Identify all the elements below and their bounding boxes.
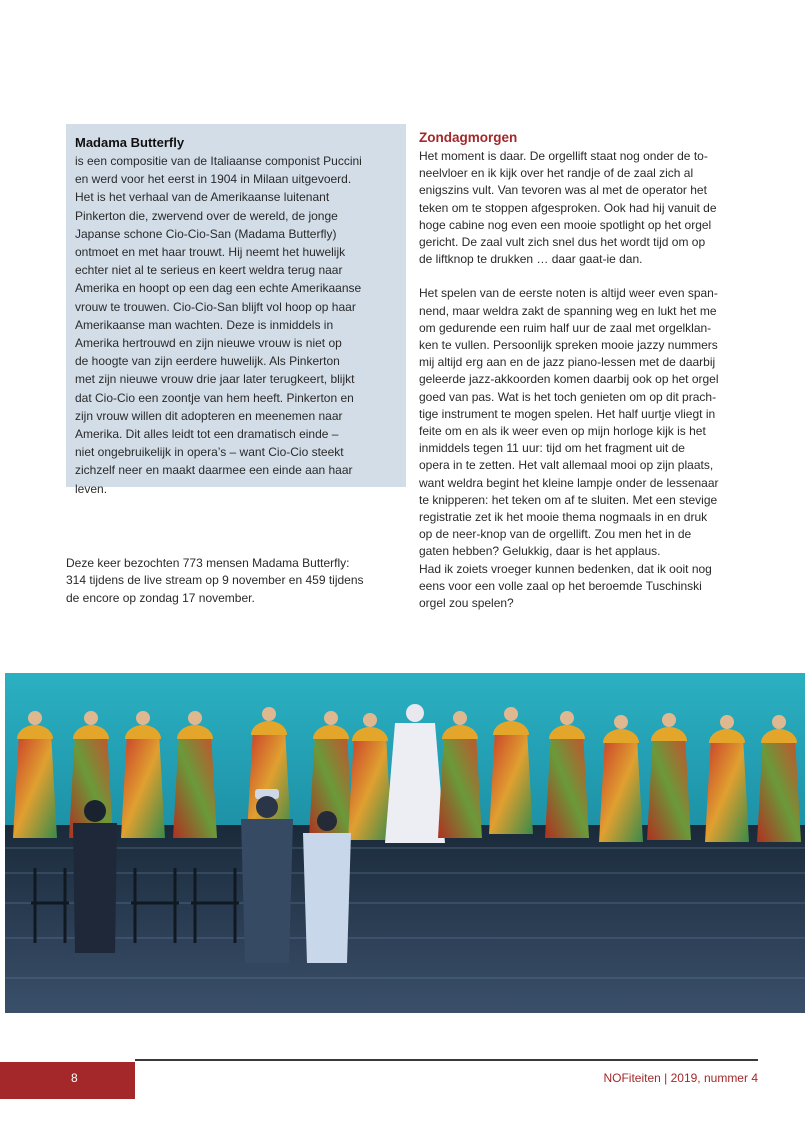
text-line: ken te vullen. Persoonlijk spreken mooie jazzy nummers [419, 338, 718, 353]
text-line: goed van pas. Wat is het toch genieten om op dit prach- [419, 389, 717, 404]
stage-illustration [5, 673, 805, 1013]
visitor-count-note [66, 555, 396, 607]
sidebar-line: zichzelf neer en maakt daarmee een einde aan haar [75, 463, 353, 478]
sidebar-line: en werd voor het eerst in 1904 in Milaan uitgevoerd. [75, 172, 352, 187]
stage-floor [5, 825, 805, 1013]
visitor-line: 314 tijdens de live stream op 9 november en 459 tijdens [66, 573, 364, 588]
text-line: eens voor een volle zaal op het beroemde Tuschinski [419, 578, 702, 593]
footer-accent-block [0, 1062, 135, 1099]
text-line: op de neer-knop van de orgellift. Zou men het in de [419, 527, 692, 542]
text-line: want weldra begint het kleine lampje onder de lessenaar [419, 475, 719, 490]
text-line: orgel zou spelen? [419, 596, 514, 611]
text-line: teken om te stoppen afgesproken. Ook had hij vanuit de [419, 200, 717, 215]
text-line: om gedurende een ruim half uur de zaal met orgelklan- [419, 320, 712, 335]
text-line: geleerde jazz-akkoorden komen daarbij ook op het orgel [419, 372, 719, 387]
visitor-line: Deze keer bezochten 773 mensen Madama Butterfly: [66, 556, 350, 570]
sidebar-line: ontmoet en met haar trouwt. Hij neemt het huwelijk [75, 245, 346, 260]
sidebar-line: zijn vrouw willen dit adopteren en meenemen naar [75, 408, 343, 423]
sidebar-line: dat Cio-Cio een zoontje van hem heeft. Pinkerton en [75, 390, 354, 405]
sidebar-line: Amerika. Dit alles leidt tot een dramatisch einde – [75, 427, 339, 442]
text-line: enigszins vult. Van tevoren was al met de operator het [419, 183, 707, 198]
sidebar-line: is een compositie van de Italiaanse componist Puccini [75, 154, 362, 168]
sidebar-line: Japanse schone Cio-Cio-San (Madama Butterfly) [75, 226, 337, 241]
sidebar-line: Amerika en hoopt op een dag een echte Amerikaanse [75, 281, 362, 296]
article-column [419, 130, 757, 612]
visitor-line: de encore op zondag 17 november. [66, 590, 255, 605]
text-line: tige instrument te mogen spelen. Het half uurtje vliegt in [419, 406, 716, 421]
sidebar-text [75, 152, 398, 498]
text-line: gaten hebben? Gelukkig, daar is het applaus. [419, 544, 661, 559]
sidebar-line: met zijn nieuwe vrouw drie jaar later terugkeert, blijkt [75, 372, 355, 387]
text-line: Had ik zoiets vroeger kunnen bedenken, dat ik ooit nog [419, 561, 712, 576]
text-line: inmiddels tegen 11 uur: tijd om het fragment uit de [419, 441, 685, 456]
sidebar-line: Pinkerton die, zwervend over de wereld, de jonge [75, 208, 338, 223]
sidebar-line: niet ongebruikelijk in opera’s – want Cio-Cio steekt [75, 445, 344, 460]
publication-issue: NOFiteiten | 2019, nummer 4 [603, 1071, 758, 1085]
text-line: gericht. De zaal vult zich snel dus het wordt tijd om op [419, 235, 706, 250]
text-line: hoge cabine nog even een mooie spotlight op het orgel [419, 217, 712, 232]
text-line: nend, maar weldra zakt de spanning weg en lukt het me [419, 303, 717, 318]
text-line: feite om en als ik weer even op mijn horloge kijk is het [419, 424, 706, 439]
sidebar-line: de hoogte van zijn eerdere huwelijk. Als Pinkerton [75, 354, 340, 369]
paragraph-2 [419, 285, 757, 560]
sidebar-line: vrouw te trouwen. Cio-Cio-San blijft vol hoop op haar [75, 299, 356, 314]
text-line: de liftknop te drukken … daar gaat-ie dan. [419, 252, 643, 267]
text-line: Het moment is daar. De orgellift staat nog onder de to- [419, 149, 708, 163]
text-line: Het spelen van de eerste noten is altijd weer even span- [419, 286, 718, 301]
text-line: te knipperen: het teken om af te sluiten. Met een stevige [419, 492, 718, 507]
paragraph-3 [419, 561, 757, 613]
sidebar-line: leven. [75, 481, 108, 496]
page-number: 8 [71, 1071, 78, 1085]
sidebar-line: echter niet al te serieus en keert weldra terug naar [75, 263, 343, 278]
sidebar-title: Madama Butterfly [75, 135, 185, 150]
text-line: neelvloer en ik kijk over het randje of de zaal zich al [419, 166, 694, 181]
text-line: mij altijd erg aan en de jazz piano-lessen met de daarbij [419, 355, 716, 370]
footer-rule [135, 1059, 758, 1061]
paragraph-1 [419, 148, 757, 268]
text-line: opera in te zetten. Het valt allemaal mooi op zijn plaats, [419, 458, 714, 473]
sidebar-line: Amerikaanse man wachten. Deze is inmiddels in [75, 317, 334, 332]
sidebar-line: Het is het verhaal van de Amerikaanse luitenant [75, 190, 330, 205]
sidebar-box [66, 124, 406, 496]
text-line: registratie zet ik het mooie thema nogmaals in en druk [419, 510, 708, 525]
sidebar-line: Amerika hertrouwd en zijn nieuwe vrouw is niet op [75, 336, 342, 351]
article-heading: Zondagmorgen [419, 130, 518, 145]
opera-stage-photo [5, 673, 805, 1013]
